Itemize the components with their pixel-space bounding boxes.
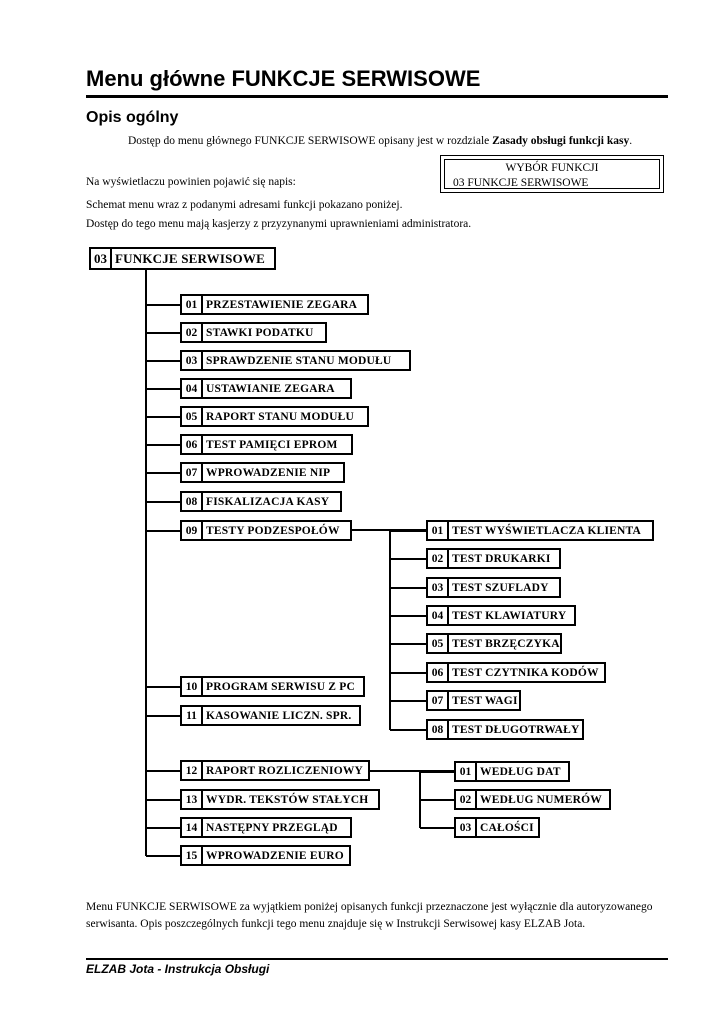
menu-label: CAŁOŚCI <box>480 821 534 834</box>
menu-label: TEST CZYTNIKA KODÓW <box>452 666 599 679</box>
menu-label: WPROWADZENIE EURO <box>206 849 344 862</box>
menu-label: PROGRAM SERWISU Z PC <box>206 680 355 693</box>
menu-label: SPRAWDZENIE STANU MODUŁU <box>206 354 392 367</box>
page-title: Menu główne FUNKCJE SERWISOWE <box>86 66 481 91</box>
menu-code: 03 <box>456 819 477 836</box>
test-item-01[interactable] <box>426 520 654 541</box>
display-line-1: WYBÓR FUNKCJI <box>505 162 599 174</box>
test-item-02[interactable] <box>426 548 561 569</box>
menu-code: 03 <box>91 249 112 268</box>
report-item-01[interactable] <box>454 761 570 782</box>
closing-paragraph-line-1: Menu FUNKCJE SERWISOWE za wyjątkiem poniżej opisanych funkcji przeznaczone jest wyłącznie dla autoryzowanego <box>86 901 653 913</box>
footer-text: ELZAB Jota - Instrukcja Obsługi <box>86 962 270 976</box>
menu-code: 03 <box>428 579 449 596</box>
menu-label: TEST DŁUGOTRWAŁY <box>452 723 580 736</box>
footer-rule <box>86 958 668 960</box>
menu-label: RAPORT ROZLICZENIOWY <box>206 764 364 777</box>
menu-label: TEST WAGI <box>452 694 518 707</box>
menu-label: STAWKI PODATKU <box>206 326 314 339</box>
menu-code: 13 <box>182 791 203 808</box>
report-item-02[interactable] <box>454 789 611 810</box>
menu-label: WEDŁUG NUMERÓW <box>480 793 602 806</box>
report-item-03[interactable] <box>454 817 540 838</box>
menu-code: 01 <box>428 522 449 539</box>
test-item-07[interactable] <box>426 690 521 711</box>
menu-label: TESTY PODZESPOŁÓW <box>206 524 340 537</box>
menu-code: 05 <box>182 408 203 425</box>
menu-code: 15 <box>182 847 203 864</box>
menu-item-05[interactable] <box>180 406 369 427</box>
schema-note: Schemat menu wraz z podanymi adresami funkcji pokazano poniżej. <box>86 199 403 211</box>
menu-code: 04 <box>182 380 203 397</box>
menu-label: WPROWADZENIE NIP <box>206 466 331 479</box>
menu-label: TEST DRUKARKI <box>452 552 551 565</box>
menu-code: 06 <box>182 436 203 453</box>
test-item-03[interactable] <box>426 577 561 598</box>
menu-item-03[interactable] <box>180 350 411 371</box>
intro-prefix: Dostęp do menu głównego FUNKCJE SERWISOWE opisany jest w rozdziale <box>128 135 493 147</box>
test-item-05[interactable] <box>426 633 562 654</box>
menu-label: NASTĘPNY PRZEGLĄD <box>206 821 338 834</box>
menu-root-funkcje-serwisowe[interactable] <box>89 247 276 270</box>
menu-label: FUNKCJE SERWISOWE <box>115 250 265 266</box>
menu-label: USTAWIANIE ZEGARA <box>206 382 335 395</box>
menu-code: 04 <box>428 607 449 624</box>
menu-item-14[interactable] <box>180 817 352 838</box>
menu-item-06[interactable] <box>180 434 353 455</box>
menu-code: 14 <box>182 819 203 836</box>
menu-item-15[interactable] <box>180 845 351 866</box>
menu-code: 03 <box>182 352 203 369</box>
menu-label: RAPORT STANU MODUŁU <box>206 410 355 423</box>
menu-code: 02 <box>428 550 449 567</box>
menu-code: 07 <box>428 692 449 709</box>
menu-item-01[interactable] <box>180 294 369 315</box>
menu-label: TEST BRZĘCZYKA <box>452 637 560 650</box>
menu-label: TEST KLAWIATURY <box>452 609 567 622</box>
menu-item-13[interactable] <box>180 789 380 810</box>
menu-code: 11 <box>182 707 203 724</box>
menu-item-12[interactable] <box>180 760 370 781</box>
access-note: Dostęp do tego menu mają kasjerzy z przyzynanymi uprawnieniami administratora. <box>86 218 472 230</box>
menu-code: 08 <box>182 493 203 510</box>
menu-item-02[interactable] <box>180 322 327 343</box>
menu-code: 01 <box>456 763 477 780</box>
menu-code: 09 <box>182 522 203 539</box>
section-heading: Opis ogólny <box>86 109 179 126</box>
menu-code: 08 <box>428 721 449 738</box>
closing-paragraph-line-2: serwisanta. Opis poszczególnych funkcji tego menu znajduje się w Instrukcji Serwisowej kasy ELZAB Jota. <box>86 918 586 930</box>
menu-label: TEST PAMIĘCI EPROM <box>206 438 338 451</box>
menu-label: TEST SZUFLADY <box>452 581 549 594</box>
menu-code: 02 <box>182 324 203 341</box>
menu-label: KASOWANIE LICZN. SPR. <box>206 709 352 722</box>
display-prompt: Na wyświetlaczu powinien pojawić się napis: <box>86 176 296 188</box>
menu-item-04[interactable] <box>180 378 352 399</box>
menu-code: 10 <box>182 678 203 695</box>
menu-code: 07 <box>182 464 203 481</box>
display-line-2: 03 FUNKCJE SERWISOWE <box>453 177 589 189</box>
menu-code: 06 <box>428 664 449 681</box>
intro-suffix: . <box>629 135 633 147</box>
test-item-04[interactable] <box>426 605 576 626</box>
menu-code: 05 <box>428 635 449 652</box>
test-item-06[interactable] <box>426 662 606 683</box>
menu-item-11[interactable] <box>180 705 361 726</box>
menu-code: 01 <box>182 296 203 313</box>
menu-label: WYDR. TEKSTÓW STAŁYCH <box>206 793 369 806</box>
menu-code: 02 <box>456 791 477 808</box>
intro-reference: Zasady obsługi funkcji kasy <box>492 135 630 147</box>
menu-label: WEDŁUG DAT <box>480 765 561 778</box>
menu-label: TEST WYŚWIETLACZA KLIENTA <box>452 524 642 537</box>
menu-label: FISKALIZACJA KASY <box>206 495 330 508</box>
test-item-08[interactable] <box>426 719 584 740</box>
menu-item-08[interactable] <box>180 491 342 512</box>
menu-item-07[interactable] <box>180 462 345 483</box>
menu-code: 12 <box>182 762 203 779</box>
menu-item-09[interactable] <box>180 520 352 541</box>
menu-label: PRZESTAWIENIE ZEGARA <box>206 298 358 311</box>
menu-item-10[interactable] <box>180 676 365 697</box>
